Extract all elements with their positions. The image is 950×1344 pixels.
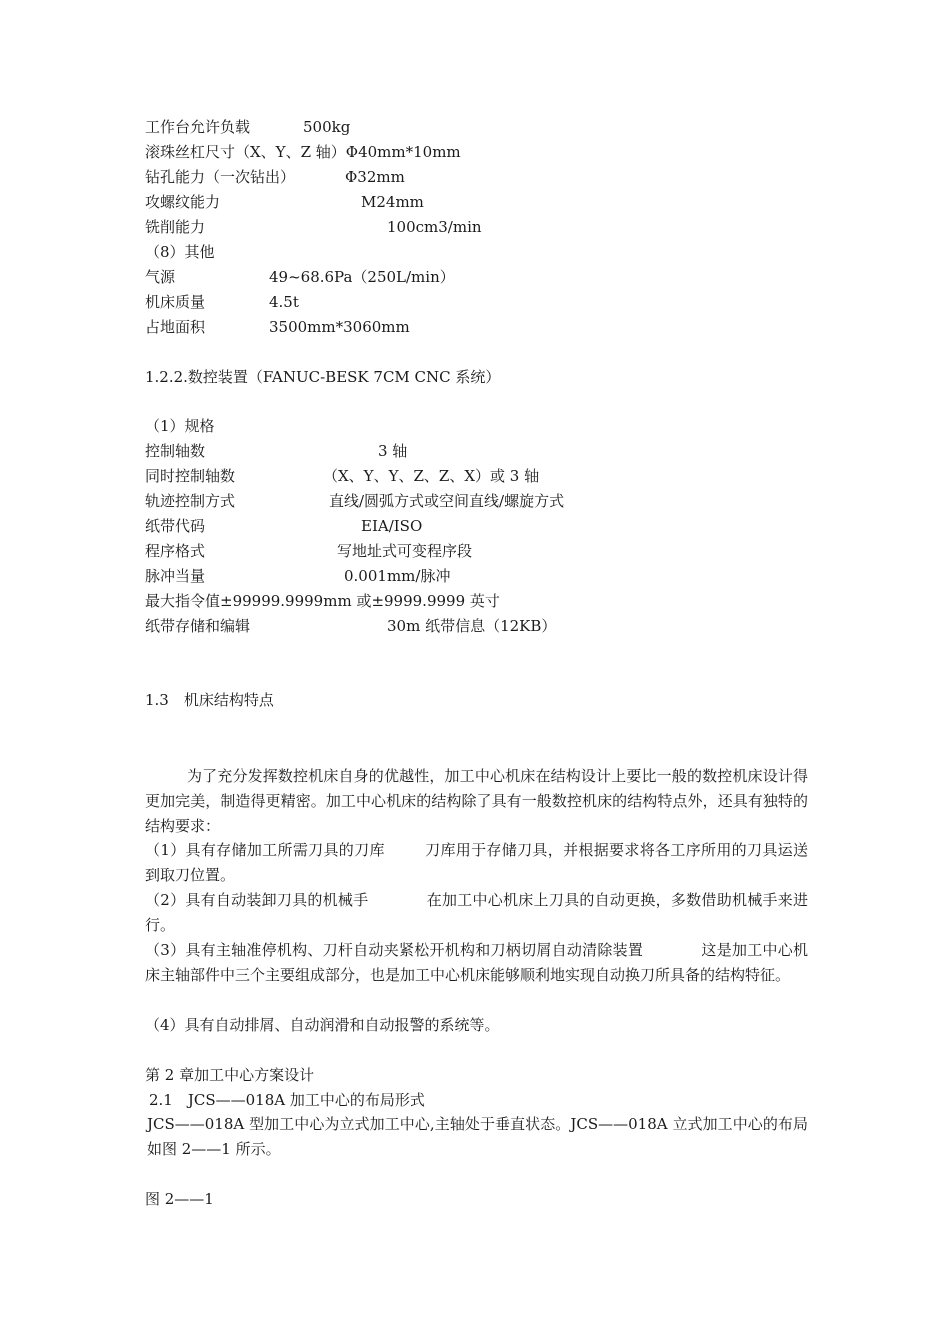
spec-label: 攻螺纹能力: [145, 193, 221, 211]
spec-label: 钻孔能力（一次钻出）: [145, 168, 296, 186]
spec-label: 气源: [145, 268, 176, 286]
spec-row-milling: [145, 217, 482, 237]
section-heading-1-2-2: 1.2.2.数控装置（FANUC-BESK 7CM CNC 系统）: [145, 368, 501, 386]
spec-label: 纸带存储和编辑: [145, 617, 251, 635]
list-item-tool-magazine: [145, 838, 808, 888]
list-item-spindle-mechanism: [145, 938, 808, 988]
spec-label: 脉冲当量: [145, 567, 206, 585]
spec-label: 控制轴数: [145, 442, 206, 460]
spec-value: 500kg: [303, 118, 351, 136]
list-item-body: 在加工中心机床上刀具的自动更换，多数借助机械手来进行。: [145, 891, 808, 934]
spec-row-program-format: [145, 541, 473, 561]
list-item-head: （2）具有自动装卸刀具的机械手: [145, 891, 369, 909]
spec-row-floor-area: [145, 317, 410, 337]
spec-row-tapping: [145, 192, 424, 212]
spec-label: 滚珠丝杠尺寸（X、Y、Z 轴）Φ40mm*10mm: [145, 143, 461, 161]
spec-row-pulse-equivalent: [145, 566, 451, 586]
spec-value: EIA/ISO: [361, 517, 423, 535]
spec-value: 4.5t: [269, 293, 299, 311]
spec-label: 同时控制轴数: [145, 467, 236, 485]
list-item-auto-systems: [145, 1013, 808, 1038]
spec-value: 0.001mm/脉冲: [344, 567, 451, 585]
spec-row-max-command: [145, 591, 500, 611]
spec-label: 铣削能力: [145, 218, 206, 236]
spec-value: M24mm: [361, 193, 424, 211]
spec-label: 轨迹控制方式: [145, 492, 236, 510]
paragraph-layout: JCS——018A 型加工中心为立式加工中心,主轴处于垂直状态。JCS——018A 立式加工中心的布局如图 2——1 所示。: [147, 1115, 808, 1158]
spec-value: 3500mm*3060mm: [269, 318, 410, 336]
spec-label: 程序格式: [145, 542, 206, 560]
spec-row-specs-heading: [145, 416, 215, 436]
spec-row-drilling: [145, 167, 405, 187]
figure-caption: 图 2——1: [145, 1190, 214, 1208]
spec-row-table-load: [145, 117, 351, 137]
spec-value: 写地址式可变程序段: [337, 542, 473, 560]
spec-row-air-source: [145, 267, 455, 287]
spec-label: 纸带代码: [145, 517, 206, 535]
spec-row-simultaneous-axes: [145, 466, 540, 486]
spec-value: 30m 纸带信息（12KB）: [387, 617, 557, 635]
list-item-body: 这是加工中心机床主轴部件中三个主要组成部分，也是加工中心机床能够顺利地实现自动换刀所具备的结构特征。: [145, 941, 808, 984]
spec-value: （X、Y、Y、Z、Z、X）或 3 轴: [323, 467, 540, 485]
spec-value: 49~68.6Pa（250L/min）: [269, 268, 455, 286]
spec-value: Φ32mm: [345, 168, 405, 186]
spec-row-trajectory-control: [145, 491, 565, 511]
section-heading-2-1: 2.1 JCS——018A 加工中心的布局形式: [149, 1091, 425, 1109]
spec-label: 机床质量: [145, 293, 206, 311]
spec-value: 3 轴: [378, 442, 408, 460]
spec-row-tape-storage: [145, 616, 557, 636]
spec-value: 100cm3/min: [387, 218, 482, 236]
list-item-manipulator: [145, 888, 808, 938]
spec-row-ballscrew: [145, 142, 461, 162]
spec-label: 最大指令值±99999.9999mm 或±9999.9999 英寸: [145, 592, 500, 610]
list-item-body: 刀库用于存储刀具，并根据要求将各工序所用的刀具运送到取刀位置。: [145, 841, 808, 884]
section-heading-1-3: 1.3 机床结构特点: [145, 691, 274, 709]
spec-label: （8）其他: [145, 243, 215, 261]
list-item-head: （1）具有存储加工所需刀具的刀库: [145, 841, 385, 859]
spec-label: 工作台允许负载: [145, 118, 251, 136]
spec-label: 占地面积: [145, 318, 206, 336]
chapter-heading-2: 第 2 章加工中心方案设计: [145, 1066, 315, 1084]
paragraph-intro: 为了充分发挥数控机床自身的优越性，加工中心机床在结构设计上要比一般的数控机床设计得更加完美，制造得更精密。加工中心机床的结构除了具有一般数控机床的结构特点外，还具有独特的结构要求：: [145, 767, 808, 835]
spec-row-machine-mass: [145, 292, 299, 312]
spec-row-other-heading: [145, 242, 215, 262]
list-item-head: （4）具有自动排屑、自动润滑和自动报警的系统等。: [145, 1016, 500, 1034]
spec-row-control-axes: [145, 441, 408, 461]
spec-label: （1）规格: [145, 417, 215, 435]
list-item-head: （3）具有主轴准停机构、刀杆自动夹紧松开机构和刀柄切屑自动清除装置: [145, 941, 644, 959]
spec-value: 直线/圆弧方式或空间直线/螺旋方式: [329, 492, 565, 510]
spec-row-tape-code: [145, 516, 423, 536]
